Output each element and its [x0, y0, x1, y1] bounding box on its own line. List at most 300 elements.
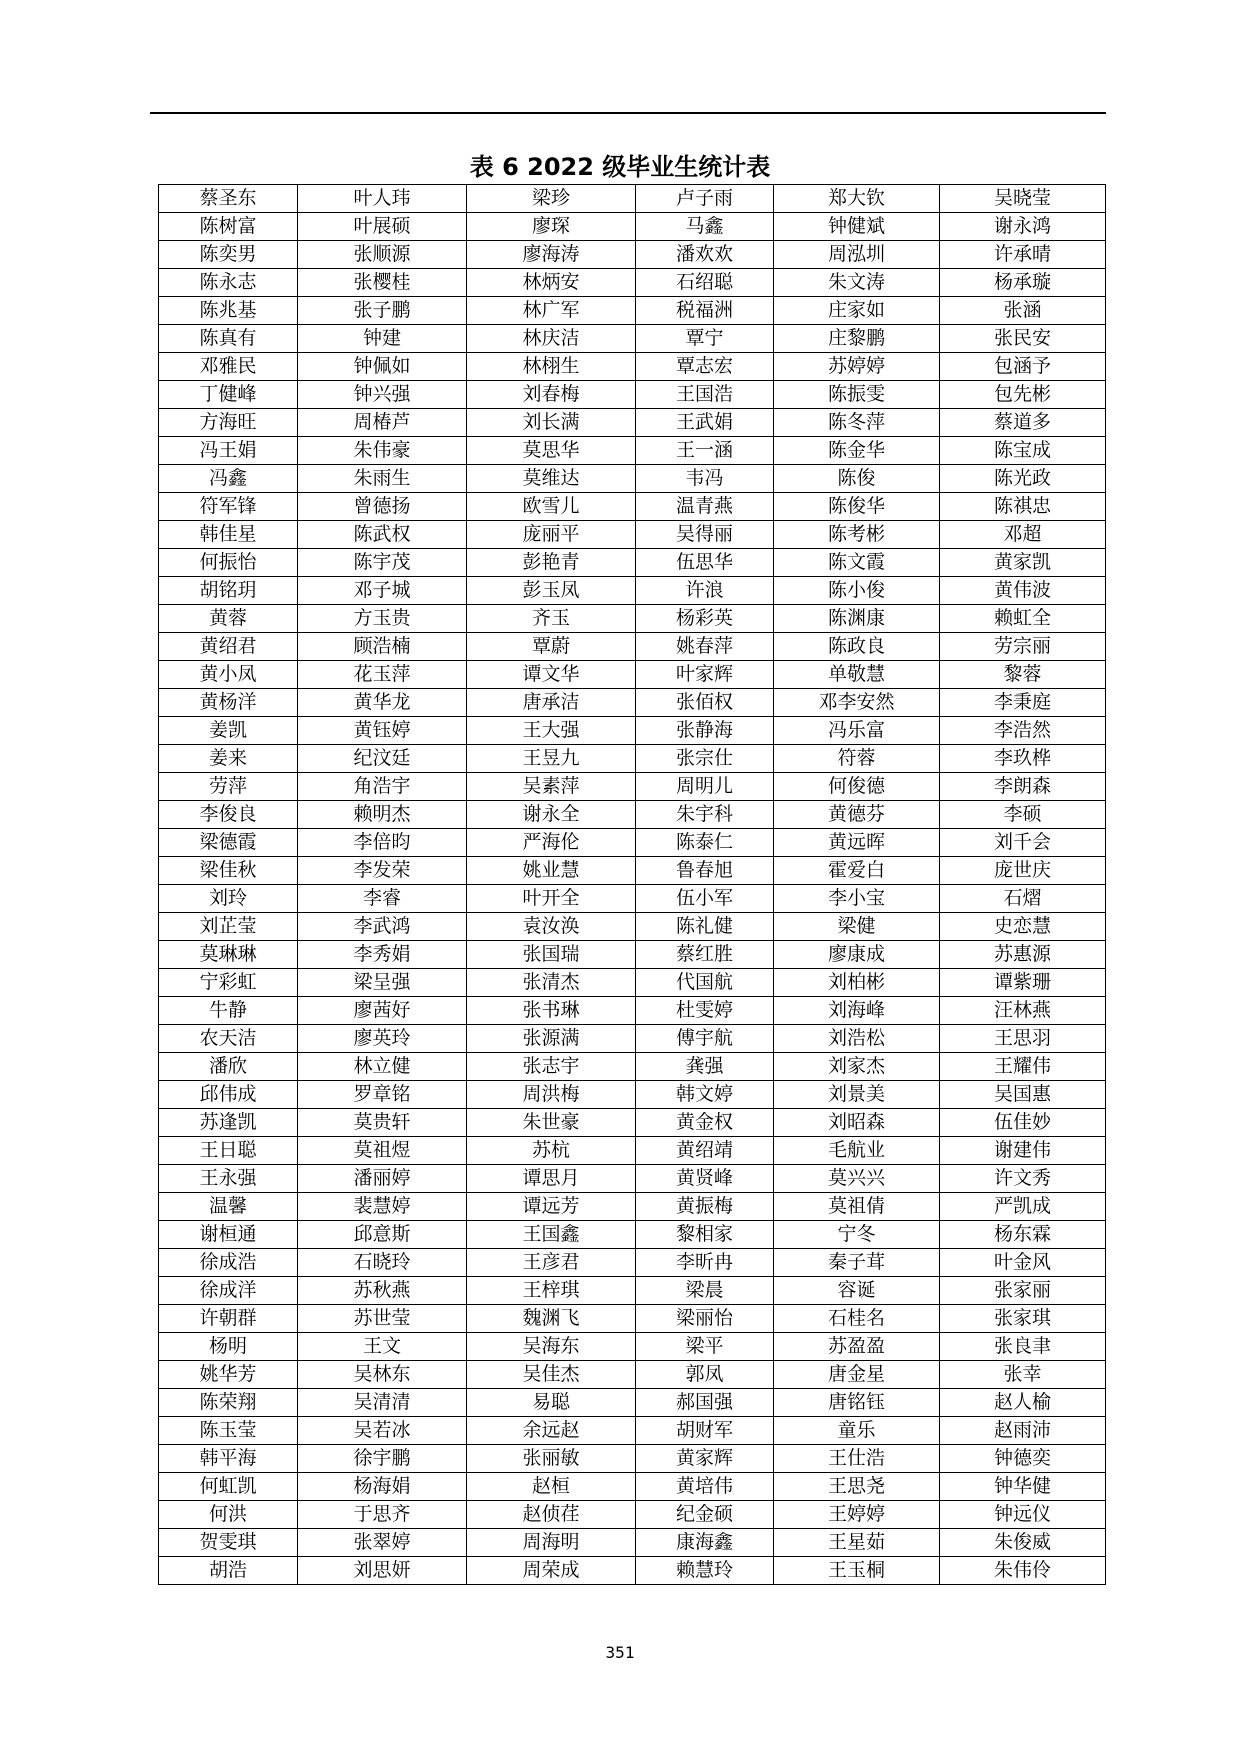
name-cell: 陈宇茂	[298, 549, 467, 577]
name-cell: 邱伟成	[159, 1081, 298, 1109]
name-cell: 陈光政	[940, 465, 1106, 493]
name-cell: 李浩然	[940, 717, 1106, 745]
name-cell: 朱俊威	[940, 1529, 1106, 1557]
name-cell: 邓超	[940, 521, 1106, 549]
name-cell: 赖虹全	[940, 605, 1106, 633]
name-cell: 陈礼健	[636, 913, 774, 941]
name-cell: 黄小凤	[159, 661, 298, 689]
table-row	[159, 885, 1106, 913]
table-row	[159, 1473, 1106, 1501]
name-cell: 黎蓉	[940, 661, 1106, 689]
name-cell: 潘欣	[159, 1053, 298, 1081]
name-cell: 陈真有	[159, 325, 298, 353]
name-cell: 朱世豪	[467, 1109, 636, 1137]
name-cell: 刘春梅	[467, 381, 636, 409]
header-rule	[150, 112, 1106, 114]
name-cell: 李俊良	[159, 801, 298, 829]
name-cell: 石绍聪	[636, 269, 774, 297]
name-cell: 林炳安	[467, 269, 636, 297]
name-cell: 谢永全	[467, 801, 636, 829]
name-cell: 何虹凯	[159, 1473, 298, 1501]
table-row	[159, 1557, 1106, 1585]
name-cell: 杨海娟	[298, 1473, 467, 1501]
name-cell: 李昕冉	[636, 1249, 774, 1277]
name-cell: 伍思华	[636, 549, 774, 577]
name-cell: 王彦君	[467, 1249, 636, 1277]
name-cell: 石晓玲	[298, 1249, 467, 1277]
name-cell: 杜雯婷	[636, 997, 774, 1025]
name-cell: 秦子茸	[774, 1249, 940, 1277]
table-row	[159, 1025, 1106, 1053]
name-cell: 苏婷婷	[774, 353, 940, 381]
name-cell: 丁健峰	[159, 381, 298, 409]
name-cell: 钟佩如	[298, 353, 467, 381]
name-cell: 覃蔚	[467, 633, 636, 661]
name-cell: 马鑫	[636, 213, 774, 241]
name-cell: 钟华健	[940, 1473, 1106, 1501]
name-cell: 陈考彬	[774, 521, 940, 549]
name-cell: 吴晓莹	[940, 185, 1106, 213]
name-cell: 何振怡	[159, 549, 298, 577]
name-cell: 林栩生	[467, 353, 636, 381]
name-cell: 许朝群	[159, 1305, 298, 1333]
name-cell: 赵桓	[467, 1473, 636, 1501]
name-cell: 吴海东	[467, 1333, 636, 1361]
name-cell: 彭艳青	[467, 549, 636, 577]
name-cell: 庄家如	[774, 297, 940, 325]
name-cell: 冯鑫	[159, 465, 298, 493]
name-cell: 廖英玲	[298, 1025, 467, 1053]
name-cell: 莫兴兴	[774, 1165, 940, 1193]
name-cell: 童乐	[774, 1417, 940, 1445]
name-cell: 容诞	[774, 1277, 940, 1305]
name-cell: 梁晨	[636, 1277, 774, 1305]
table-row	[159, 409, 1106, 437]
name-cell: 蔡圣东	[159, 185, 298, 213]
name-cell: 符军锋	[159, 493, 298, 521]
name-cell: 陈祺忠	[940, 493, 1106, 521]
name-cell: 黄家凯	[940, 549, 1106, 577]
name-cell: 姚华芳	[159, 1361, 298, 1389]
name-cell: 包先彬	[940, 381, 1106, 409]
name-cell: 张源满	[467, 1025, 636, 1053]
name-cell: 唐铭钰	[774, 1389, 940, 1417]
name-cell: 彭玉凤	[467, 577, 636, 605]
name-cell: 余远赵	[467, 1417, 636, 1445]
name-cell: 叶展硕	[298, 213, 467, 241]
name-cell: 朱宇科	[636, 801, 774, 829]
table-row	[159, 493, 1106, 521]
name-cell: 黄绍君	[159, 633, 298, 661]
name-cell: 杨彩英	[636, 605, 774, 633]
name-cell: 包涵予	[940, 353, 1106, 381]
table-row	[159, 717, 1106, 745]
name-cell: 黄贤峰	[636, 1165, 774, 1193]
name-cell: 廖琛	[467, 213, 636, 241]
name-cell: 郑大钦	[774, 185, 940, 213]
table-row	[159, 549, 1106, 577]
name-cell: 张静海	[636, 717, 774, 745]
name-cell: 谢建伟	[940, 1137, 1106, 1165]
table-row	[159, 1333, 1106, 1361]
name-cell: 朱伟豪	[298, 437, 467, 465]
name-cell: 温馨	[159, 1193, 298, 1221]
table-row	[159, 577, 1106, 605]
name-cell: 劳萍	[159, 773, 298, 801]
name-cell: 刘思妍	[298, 1557, 467, 1585]
name-cell: 庞丽平	[467, 521, 636, 549]
name-cell: 蔡红胜	[636, 941, 774, 969]
name-cell: 刘昭森	[774, 1109, 940, 1137]
name-cell: 姜凯	[159, 717, 298, 745]
table-row	[159, 297, 1106, 325]
name-cell: 赵侦荏	[467, 1501, 636, 1529]
name-cell: 苏世莹	[298, 1305, 467, 1333]
name-cell: 农天洁	[159, 1025, 298, 1053]
name-cell: 刘玲	[159, 885, 298, 913]
name-cell: 鲁春旭	[636, 857, 774, 885]
name-cell: 苏秋燕	[298, 1277, 467, 1305]
name-cell: 伍小军	[636, 885, 774, 913]
name-cell: 张清杰	[467, 969, 636, 997]
name-cell: 伍佳妙	[940, 1109, 1106, 1137]
name-cell: 李硕	[940, 801, 1106, 829]
name-cell: 徐成洋	[159, 1277, 298, 1305]
table-row	[159, 633, 1106, 661]
name-cell: 韩文婷	[636, 1081, 774, 1109]
name-cell: 陈振雯	[774, 381, 940, 409]
name-cell: 陈冬萍	[774, 409, 940, 437]
table-row	[159, 353, 1106, 381]
name-cell: 周明儿	[636, 773, 774, 801]
name-cell: 姚业慧	[467, 857, 636, 885]
name-cell: 陈文霞	[774, 549, 940, 577]
name-cell: 何俊德	[774, 773, 940, 801]
name-cell: 王耀伟	[940, 1053, 1106, 1081]
name-cell: 张顺源	[298, 241, 467, 269]
name-cell: 李发荣	[298, 857, 467, 885]
name-cell: 廖康成	[774, 941, 940, 969]
name-cell: 邓李安然	[774, 689, 940, 717]
name-cell: 邓雅民	[159, 353, 298, 381]
name-cell: 张国瑞	[467, 941, 636, 969]
name-cell: 于思齐	[298, 1501, 467, 1529]
name-cell: 张民安	[940, 325, 1106, 353]
name-cell: 张家琪	[940, 1305, 1106, 1333]
table-row	[159, 605, 1106, 633]
name-cell: 周洪梅	[467, 1081, 636, 1109]
table-row	[159, 185, 1106, 213]
graduate-table	[158, 184, 1106, 1585]
name-cell: 庞世庆	[940, 857, 1106, 885]
name-cell: 曾德扬	[298, 493, 467, 521]
name-cell: 陈俊华	[774, 493, 940, 521]
name-cell: 钟建	[298, 325, 467, 353]
name-cell: 王国浩	[636, 381, 774, 409]
table-row	[159, 1081, 1106, 1109]
table-row	[159, 745, 1106, 773]
name-cell: 谢永鸿	[940, 213, 1106, 241]
name-cell: 张佰权	[636, 689, 774, 717]
name-cell: 角浩宇	[298, 773, 467, 801]
name-cell: 毛航业	[774, 1137, 940, 1165]
name-cell: 陈武权	[298, 521, 467, 549]
name-cell: 顾浩楠	[298, 633, 467, 661]
name-cell: 叶家辉	[636, 661, 774, 689]
name-cell: 刘长满	[467, 409, 636, 437]
name-cell: 黄绍靖	[636, 1137, 774, 1165]
table-row	[159, 1389, 1106, 1417]
name-cell: 卢子雨	[636, 185, 774, 213]
name-cell: 张樱桂	[298, 269, 467, 297]
name-cell: 黄杨洋	[159, 689, 298, 717]
name-cell: 梁丽怡	[636, 1305, 774, 1333]
name-cell: 吴若冰	[298, 1417, 467, 1445]
page-number: 351	[605, 1643, 635, 1662]
name-cell: 刘芷莹	[159, 913, 298, 941]
name-cell: 王星茹	[774, 1529, 940, 1557]
name-cell: 陈玉莹	[159, 1417, 298, 1445]
name-cell: 赵雨沛	[940, 1417, 1106, 1445]
name-cell: 徐成浩	[159, 1249, 298, 1277]
graduate-table-body	[159, 185, 1106, 1585]
name-cell: 苏杭	[467, 1137, 636, 1165]
name-cell: 吴佳杰	[467, 1361, 636, 1389]
table-row	[159, 1277, 1106, 1305]
name-cell: 吴清清	[298, 1389, 467, 1417]
name-cell: 谭紫珊	[940, 969, 1106, 997]
name-cell: 莫贵轩	[298, 1109, 467, 1137]
name-cell: 陈树富	[159, 213, 298, 241]
name-cell: 郝国强	[636, 1389, 774, 1417]
name-cell: 代国航	[636, 969, 774, 997]
name-cell: 黄培伟	[636, 1473, 774, 1501]
name-cell: 花玉萍	[298, 661, 467, 689]
name-cell: 刘海峰	[774, 997, 940, 1025]
name-cell: 黄蓉	[159, 605, 298, 633]
name-cell: 严凯成	[940, 1193, 1106, 1221]
name-cell: 刘柏彬	[774, 969, 940, 997]
table-row	[159, 1501, 1106, 1529]
name-cell: 贺雯琪	[159, 1529, 298, 1557]
name-cell: 张志宇	[467, 1053, 636, 1081]
name-cell: 谢桓通	[159, 1221, 298, 1249]
name-cell: 赖慧玲	[636, 1557, 774, 1585]
table-row	[159, 997, 1106, 1025]
name-cell: 罗章铭	[298, 1081, 467, 1109]
name-cell: 陈俊	[774, 465, 940, 493]
name-cell: 赵人榆	[940, 1389, 1106, 1417]
name-cell: 姚春萍	[636, 633, 774, 661]
name-cell: 胡浩	[159, 1557, 298, 1585]
table-row	[159, 1249, 1106, 1277]
name-cell: 谭远芳	[467, 1193, 636, 1221]
name-cell: 袁汝涣	[467, 913, 636, 941]
name-cell: 张幸	[940, 1361, 1106, 1389]
name-cell: 黄远晖	[774, 829, 940, 857]
name-cell: 周海明	[467, 1529, 636, 1557]
name-cell: 林庆洁	[467, 325, 636, 353]
name-cell: 邱意斯	[298, 1221, 467, 1249]
name-cell: 王永强	[159, 1165, 298, 1193]
table-row	[159, 1221, 1106, 1249]
name-cell: 单敬慧	[774, 661, 940, 689]
name-cell: 钟兴强	[298, 381, 467, 409]
name-cell: 杨承璇	[940, 269, 1106, 297]
name-cell: 许文秀	[940, 1165, 1106, 1193]
name-cell: 陈渊康	[774, 605, 940, 633]
name-cell: 黄华龙	[298, 689, 467, 717]
table-row	[159, 689, 1106, 717]
name-cell: 叶金风	[940, 1249, 1106, 1277]
table-row	[159, 857, 1106, 885]
name-cell: 裴慧婷	[298, 1193, 467, 1221]
name-cell: 刘浩松	[774, 1025, 940, 1053]
name-cell: 王武娟	[636, 409, 774, 437]
name-cell: 宁冬	[774, 1221, 940, 1249]
name-cell: 潘丽婷	[298, 1165, 467, 1193]
name-cell: 黄钰婷	[298, 717, 467, 745]
name-cell: 税福洲	[636, 297, 774, 325]
name-cell: 邓子城	[298, 577, 467, 605]
name-cell: 庄黎鹏	[774, 325, 940, 353]
name-cell: 王一涵	[636, 437, 774, 465]
name-cell: 方海旺	[159, 409, 298, 437]
name-cell: 刘景美	[774, 1081, 940, 1109]
name-cell: 胡铭玥	[159, 577, 298, 605]
name-cell: 廖海涛	[467, 241, 636, 269]
name-cell: 李秉庭	[940, 689, 1106, 717]
name-cell: 梁呈强	[298, 969, 467, 997]
name-cell: 莫思华	[467, 437, 636, 465]
name-cell: 陈奕男	[159, 241, 298, 269]
table-row	[159, 969, 1106, 997]
table-row	[159, 269, 1106, 297]
name-cell: 王昱九	[467, 745, 636, 773]
table-row	[159, 1053, 1106, 1081]
name-cell: 李玖桦	[940, 745, 1106, 773]
name-cell: 周泓圳	[774, 241, 940, 269]
name-cell: 张宗仕	[636, 745, 774, 773]
name-cell: 唐承洁	[467, 689, 636, 717]
name-cell: 苏盈盈	[774, 1333, 940, 1361]
name-cell: 冯乐富	[774, 717, 940, 745]
name-cell: 叶开全	[467, 885, 636, 913]
name-cell: 王日聪	[159, 1137, 298, 1165]
name-cell: 莫祖煜	[298, 1137, 467, 1165]
name-cell: 覃宁	[636, 325, 774, 353]
name-cell: 杨东霖	[940, 1221, 1106, 1249]
name-cell: 林立健	[298, 1053, 467, 1081]
name-cell: 李小宝	[774, 885, 940, 913]
name-cell: 赖明杰	[298, 801, 467, 829]
name-cell: 黎相家	[636, 1221, 774, 1249]
name-cell: 康海鑫	[636, 1529, 774, 1557]
name-cell: 黄德芬	[774, 801, 940, 829]
table-row	[159, 521, 1106, 549]
name-cell: 霍爱白	[774, 857, 940, 885]
name-cell: 潘欢欢	[636, 241, 774, 269]
table-row	[159, 801, 1106, 829]
name-cell: 钟远仪	[940, 1501, 1106, 1529]
name-cell: 易聪	[467, 1389, 636, 1417]
name-cell: 黄金权	[636, 1109, 774, 1137]
name-cell: 胡财军	[636, 1417, 774, 1445]
table-row	[159, 1529, 1106, 1557]
name-cell: 韩佳星	[159, 521, 298, 549]
name-cell: 梁平	[636, 1333, 774, 1361]
name-cell: 李倍昀	[298, 829, 467, 857]
name-cell: 张子鹏	[298, 297, 467, 325]
table-row	[159, 1109, 1106, 1137]
name-cell: 韦冯	[636, 465, 774, 493]
name-cell: 叶人玮	[298, 185, 467, 213]
name-cell: 朱文涛	[774, 269, 940, 297]
name-cell: 梁健	[774, 913, 940, 941]
name-cell: 周荣成	[467, 1557, 636, 1585]
name-cell: 黄振梅	[636, 1193, 774, 1221]
table-row	[159, 1305, 1106, 1333]
name-cell: 朱雨生	[298, 465, 467, 493]
name-cell: 王大强	[467, 717, 636, 745]
name-cell: 王国鑫	[467, 1221, 636, 1249]
name-cell: 梁德霞	[159, 829, 298, 857]
name-cell: 梁珍	[467, 185, 636, 213]
name-cell: 陈小俊	[774, 577, 940, 605]
name-cell: 张丽敏	[467, 1445, 636, 1473]
name-cell: 陈泰仁	[636, 829, 774, 857]
name-cell: 方玉贵	[298, 605, 467, 633]
table-row	[159, 1445, 1106, 1473]
name-cell: 徐宇鹏	[298, 1445, 467, 1473]
table-row	[159, 913, 1106, 941]
name-cell: 李秀娟	[298, 941, 467, 969]
name-cell: 姜来	[159, 745, 298, 773]
table-row	[159, 1417, 1106, 1445]
name-cell: 张翠婷	[298, 1529, 467, 1557]
name-cell: 张家丽	[940, 1277, 1106, 1305]
name-cell: 朱伟伶	[940, 1557, 1106, 1585]
name-cell: 王玉桐	[774, 1557, 940, 1585]
name-cell: 韩平海	[159, 1445, 298, 1473]
name-cell: 王梓琪	[467, 1277, 636, 1305]
name-cell: 吴得丽	[636, 521, 774, 549]
name-cell: 林广军	[467, 297, 636, 325]
name-cell: 欧雪儿	[467, 493, 636, 521]
table-row	[159, 773, 1106, 801]
name-cell: 齐玉	[467, 605, 636, 633]
name-cell: 王思羽	[940, 1025, 1106, 1053]
name-cell: 钟健斌	[774, 213, 940, 241]
name-cell: 苏惠源	[940, 941, 1106, 969]
name-cell: 张良聿	[940, 1333, 1106, 1361]
name-cell: 陈兆基	[159, 297, 298, 325]
name-cell: 王文	[298, 1333, 467, 1361]
name-cell: 宁彩虹	[159, 969, 298, 997]
name-cell: 谭文华	[467, 661, 636, 689]
name-cell: 谭思月	[467, 1165, 636, 1193]
name-cell: 周椿芦	[298, 409, 467, 437]
table-row	[159, 437, 1106, 465]
name-cell: 莫维达	[467, 465, 636, 493]
name-cell: 傅宇航	[636, 1025, 774, 1053]
table-row	[159, 213, 1106, 241]
table-row	[159, 325, 1106, 353]
name-cell: 符蓉	[774, 745, 940, 773]
name-cell: 石熠	[940, 885, 1106, 913]
name-cell: 廖茜好	[298, 997, 467, 1025]
name-cell: 汪林燕	[940, 997, 1106, 1025]
